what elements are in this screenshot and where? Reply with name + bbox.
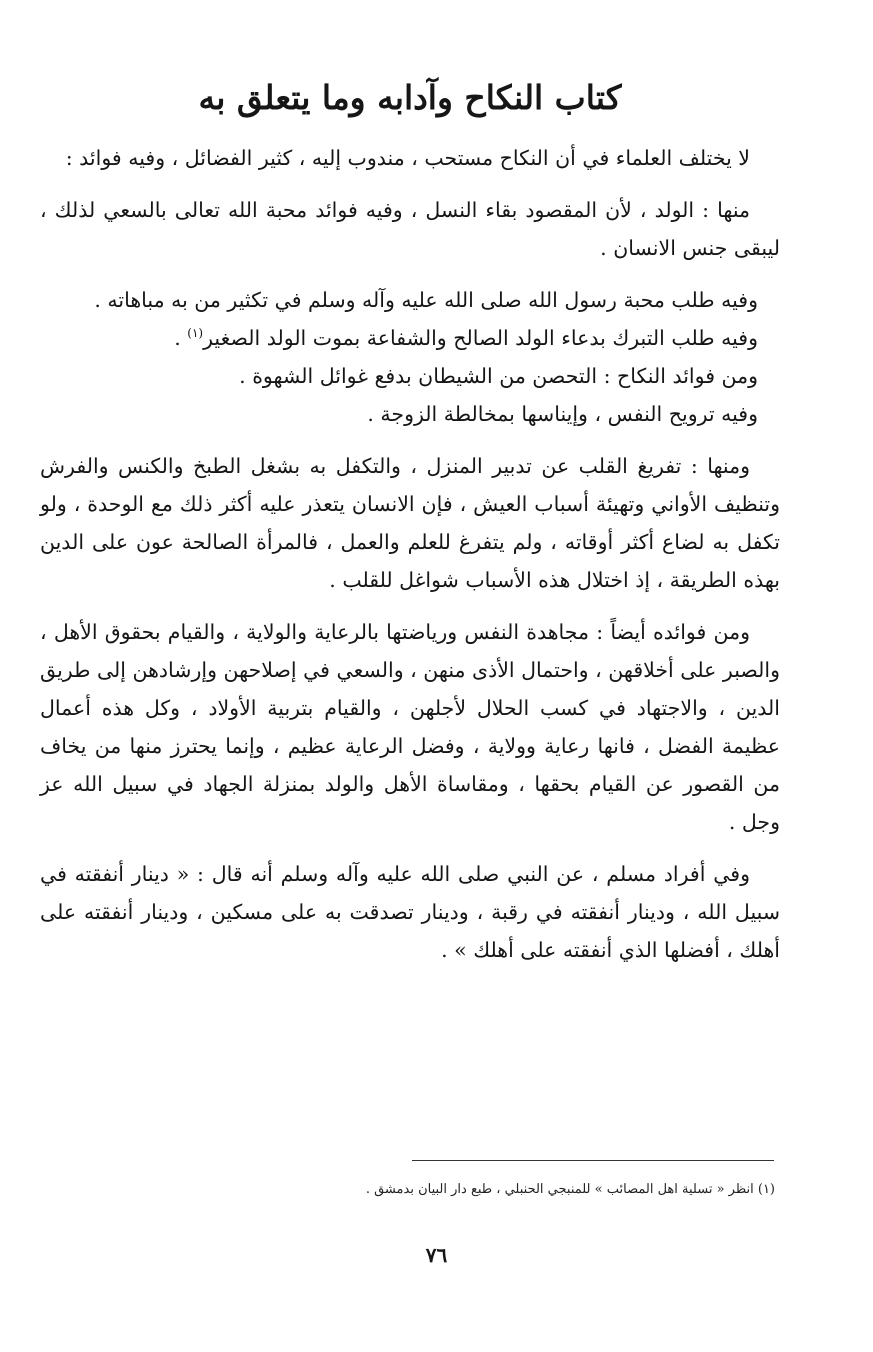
footnote-divider	[412, 1160, 774, 1161]
page-number: ٧٦	[425, 1243, 448, 1267]
benefit-line-blessing-end: .	[174, 326, 188, 350]
paragraph-intro-text: لا يختلف العلماء في أن النكاح مستحب ، مندوب إليه ، كثير الفضائل ، وفيه فوائد :	[65, 146, 750, 170]
benefit-line-prophet: وفيه طلب محبة رسول الله صلى الله عليه وآله وسلم في تكثير من به مباهاته .	[94, 288, 758, 312]
benefit-line-blessing	[40, 319, 758, 357]
paragraph-hadith	[40, 855, 780, 969]
paragraph-hadith-text: وفي أفراد مسلم ، عن النبي صلى الله عليه وآله وسلم أنه قال : « دينار أنفقته في سبيل الله ، ودينار أنفقته في رقبة ، ودينار تصدقت به على مسكين ، ودينار أنفقته على أهلك ، أفضلها الذي أنفقته على أهلك » .	[40, 862, 780, 962]
footnote-marker: (١)	[187, 326, 204, 341]
paragraph-intro	[40, 139, 780, 177]
benefit-line-comfort: وفيه ترويح النفس ، وإيناسها بمخالطة الزوجة .	[367, 402, 758, 426]
paragraph-children	[40, 191, 780, 267]
paragraph-children-text: منها : الولد ، لأن المقصود بقاء النسل ، وفيه فوائد محبة الله تعالى بالسعي لذلك ، ليبقى جنس الانسان .	[40, 198, 780, 260]
benefit-line-blessing-text: وفيه طلب التبرك بدعاء الولد الصالح والشفاعة بموت الولد الصغير	[203, 326, 758, 350]
benefit-line-protection: ومن فوائد النكاح : التحصن من الشيطان بدفع غوائل الشهوة .	[239, 364, 758, 388]
paragraph-household	[40, 447, 780, 599]
page-body	[40, 78, 780, 983]
footnote: (١) انظر « تسلية اهل المصائب » للمنبجي الحنبلي ، طبع دار البيان بدمشق .	[365, 1182, 775, 1197]
paragraph-striving-text: ومن فوائده أيضاً : مجاهدة النفس ورياضتها بالرعاية والولاية ، والقيام بحقوق الأهل ، والصبر على أخلاقهن ، واحتمال الأذى منهن ، والسعي في إصلاحهن وإرشادهن إلى طريق الدين ، والاجتهاد في كسب الحلال لأجلهن ، والقيام بتربية الأولاد ، وكل هذه أعمال عظيمة الفضل ، فانها رعاية وولاية ، وفضل الرعاية عظيم ، وإنما يحترز منها من يخاف من القصور عن القيام بحقها ، ومقاساة الأهل والولد بمنزلة الجهاد في سبيل الله عز وجل .	[40, 620, 780, 834]
indented-benefits-block	[40, 281, 780, 433]
paragraph-striving	[40, 613, 780, 841]
page-title: كتاب النكاح وآدابه وما يتعلق به	[198, 78, 622, 117]
paragraph-household-text: ومنها : تفريغ القلب عن تدبير المنزل ، والتكفل به بشغل الطبخ والكنس والفرش وتنظيف الأواني وتهيئة أسباب العيش ، فإن الانسان يتعذر عليه أكثر ذلك مع الوحدة ، ولو تكفل به لضاع أكثر أوقاته ، ولم يتفرغ للعلم والعمل ، فالمرأة الصالحة عون على الدين بهذه الطريقة ، إذ اختلال هذه الأسباب شواغل للقلب .	[40, 454, 780, 592]
